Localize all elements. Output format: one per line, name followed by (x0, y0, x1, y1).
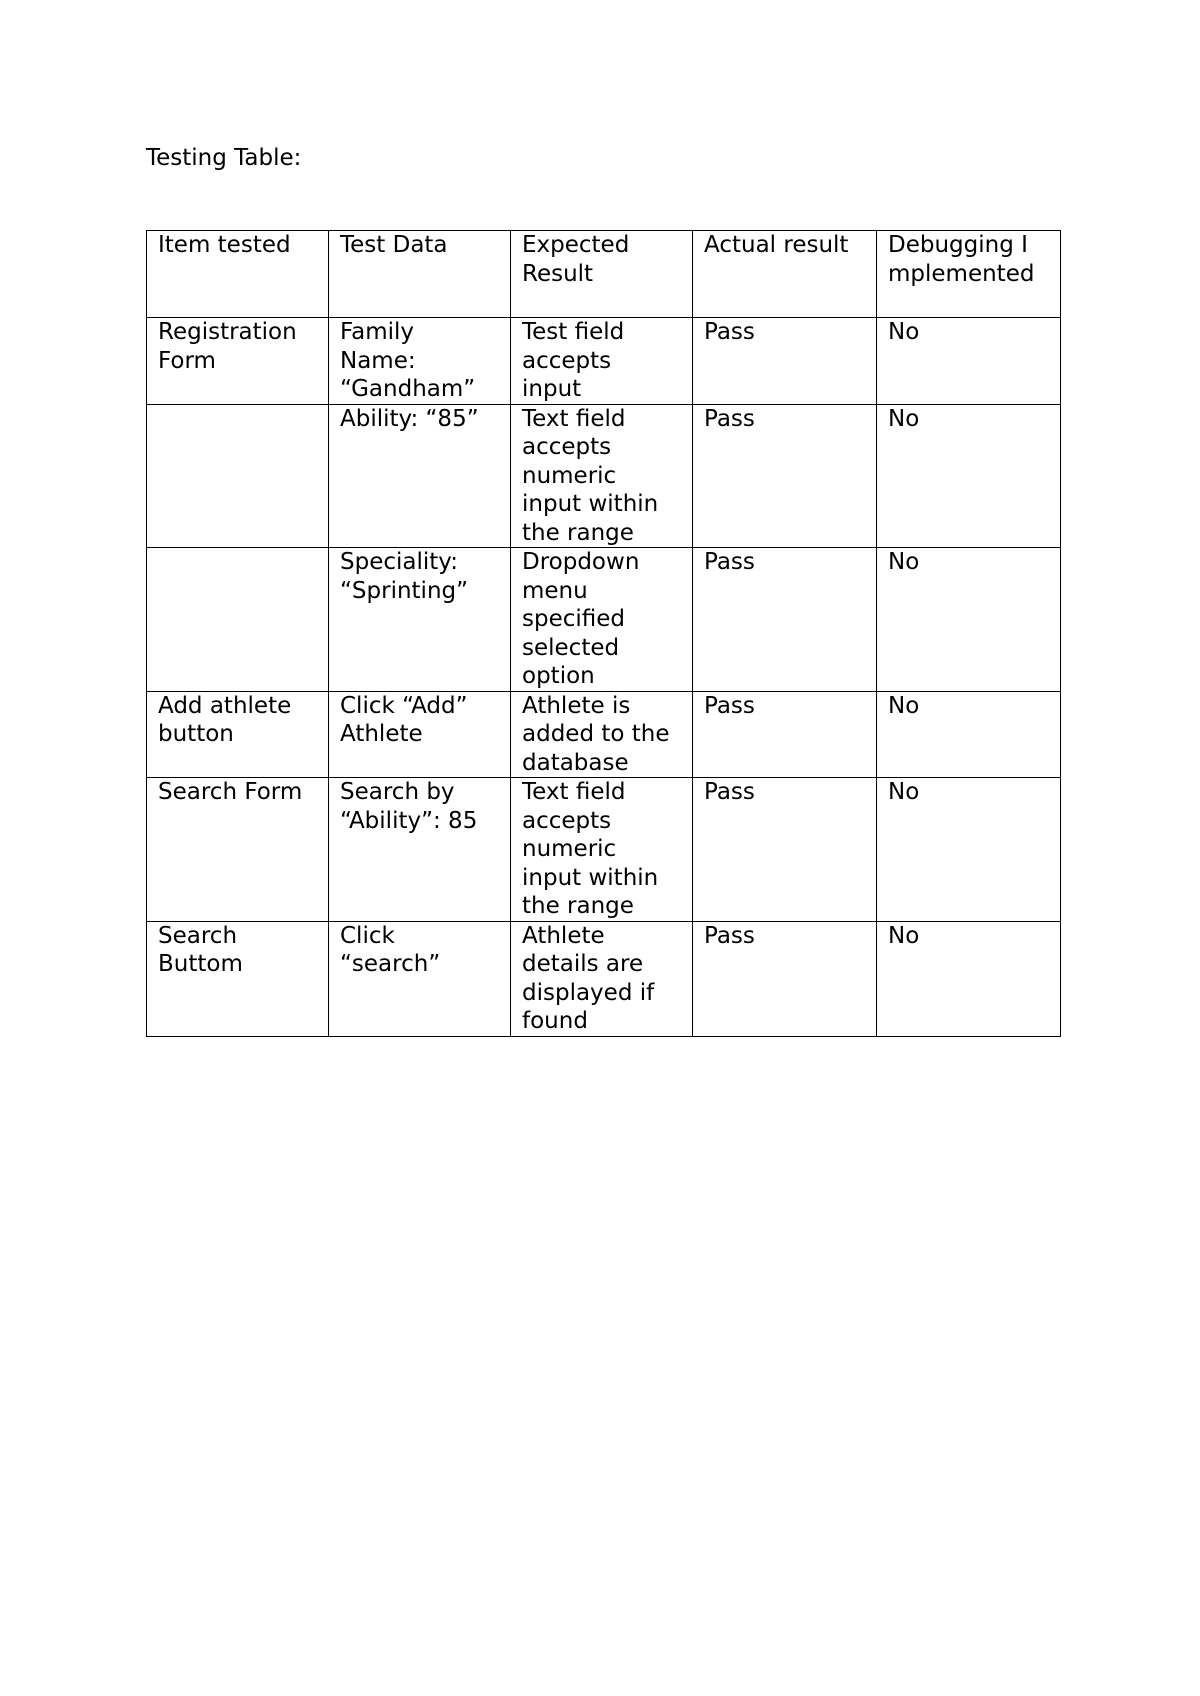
cell-test-data: Ability: “85” (329, 404, 511, 548)
header-expected-result: Expected Result (511, 231, 693, 318)
table-row (147, 778, 1061, 922)
cell-item-tested: Registration Form (147, 318, 329, 405)
table-row (147, 921, 1061, 1036)
cell-actual-result: Pass (693, 404, 877, 548)
cell-debugging-implemented: No (877, 691, 1061, 778)
header-test-data: Test Data (329, 231, 511, 318)
cell-expected-result: Athlete details are displayed if found (511, 921, 693, 1036)
cell-expected-result: Athlete is added to the database (511, 691, 693, 778)
header-debugging-implemented: Debugging Implemented (877, 231, 1061, 318)
header-actual-result: Actual result (693, 231, 877, 318)
cell-expected-result: Text field accepts numeric input within the range (511, 404, 693, 548)
testing-table (146, 230, 1061, 1037)
cell-actual-result: Pass (693, 318, 877, 405)
cell-test-data: Search by “Ability”: 85 (329, 778, 511, 922)
cell-actual-result: Pass (693, 778, 877, 922)
cell-debugging-implemented: No (877, 778, 1061, 922)
table-header-row (147, 231, 1061, 318)
cell-item-tested: Search Form (147, 778, 329, 922)
cell-actual-result: Pass (693, 921, 877, 1036)
page-title: Testing Table: (146, 145, 302, 171)
cell-actual-result: Pass (693, 548, 877, 692)
cell-debugging-implemented: No (877, 921, 1061, 1036)
table-row (147, 404, 1061, 548)
cell-test-data: Family Name: “Gandham” (329, 318, 511, 405)
cell-test-data: Speciality: “Sprinting” (329, 548, 511, 692)
cell-expected-result: Test field accepts input (511, 318, 693, 405)
cell-test-data: Click “search” (329, 921, 511, 1036)
cell-item-tested: Add athlete button (147, 691, 329, 778)
cell-item-tested (147, 404, 329, 548)
header-item-tested: Item tested (147, 231, 329, 318)
cell-item-tested: Search Buttom (147, 921, 329, 1036)
cell-test-data: Click “Add” Athlete (329, 691, 511, 778)
cell-item-tested (147, 548, 329, 692)
cell-debugging-implemented: No (877, 404, 1061, 548)
table-row (147, 691, 1061, 778)
cell-actual-result: Pass (693, 691, 877, 778)
cell-expected-result: Dropdown menu specified selected option (511, 548, 693, 692)
cell-debugging-implemented: No (877, 548, 1061, 692)
cell-debugging-implemented: No (877, 318, 1061, 405)
table-row (147, 318, 1061, 405)
table-row (147, 548, 1061, 692)
cell-expected-result: Text field accepts numeric input within the range (511, 778, 693, 922)
